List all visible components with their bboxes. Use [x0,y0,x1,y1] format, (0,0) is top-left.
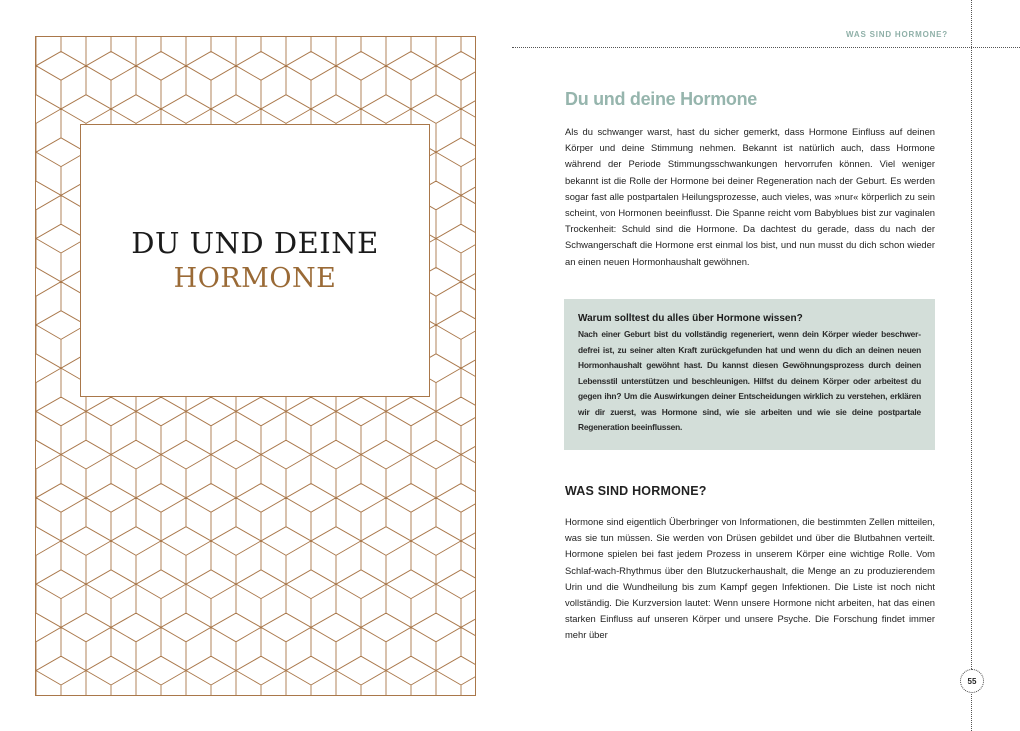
intro-paragraph: Als du schwanger warst, hast du sicher gemerkt, dass Hormone Einfluss auf deinen Körper und deine Stimmung nehmen. Bekannt ist natürlich auch, dass Hormone während der Periode Stimmungsschwankungen hervorrufen können. Viel weniger bekannt ist die Rolle der Hormone bei deiner Regeneration nach der Geburt. Es werden sogar fast alle postpartalen Heilungsprozesse, auch vieles, was »nur« körperlich zu sein scheint, von Hormonen beeinflusst. Die Spanne reicht vom Babyblues bist zur vaginalen Trockenheit: Schuld sind die Hormone. Da dachtest du gerade, dass du nach der Schwangerschaft die Hormone erst einmal los bist, und nun musst du dich schon wieder an einen neuen Hormonhaushalt gewöhnen. [565,126,935,267]
margin-rule [971,0,972,731]
info-box [564,299,935,450]
header-rule [512,47,1020,48]
subheading: WAS SIND HORMONE? [565,484,707,498]
body-paragraph: Hormone sind eigentlich Überbringer von Informationen, die bestimmten Zellen mitteilen, was sie tun müssen. Sie werden von Drüsen gebildet und über die Blutbahnen verteilt. Hormone spielen bei fast jedem Prozess in unserem Körper eine wichtige Rolle. Vom Schlaf-wach-Rhythmus über den Blutzuckerhaushalt, die Menge an zu produzierendem Urin und die Wundheilung bis zum Kampf gegen Infektionen. Die Liste ist noch nicht vollständig. Die Kurzversion lautet: Wenn unsere Hormone nicht arbeiten, hat das einen starken Einfluss auf unseren Körper und unsere Psyche. Die Forschung findet immer mehr über [565,516,935,641]
info-box-title: Warum solltest du alles über Hormone wissen? [578,313,803,324]
section-title: Du und deine Hormone [565,89,758,109]
running-head: WAS SIND HORMONE? [845,30,948,39]
page-number: 55 [960,669,984,693]
chapter-title-line1: DU UND DEINE [131,225,379,260]
chapter-title-box [80,124,430,397]
info-box-text: Nach einer Geburt bist du vollständig regeneriert, wenn dein Körper wieder beschwerdefrei ist, zu seiner alten Kraft zurückgefunden hat und wenn du dich an deinen neuen Hormonhaushalt gewöhnt hast. Du kannst diesen Gewöhnungsprozess durch deinen Lebensstil unterstützen und beschleunigen. Hilfst du deinem Körper oder arbeitest du gegen ihn? Um die Auswirkungen deiner Entscheidungen wirklich zu verstehen, erklären wir dir zuerst, was Hormone sind, wie sie arbeiten und wie sie deine postpartale Regeneration beeinflussen. [578,329,921,432]
chapter-title-line2: HORMONE [173,262,337,294]
